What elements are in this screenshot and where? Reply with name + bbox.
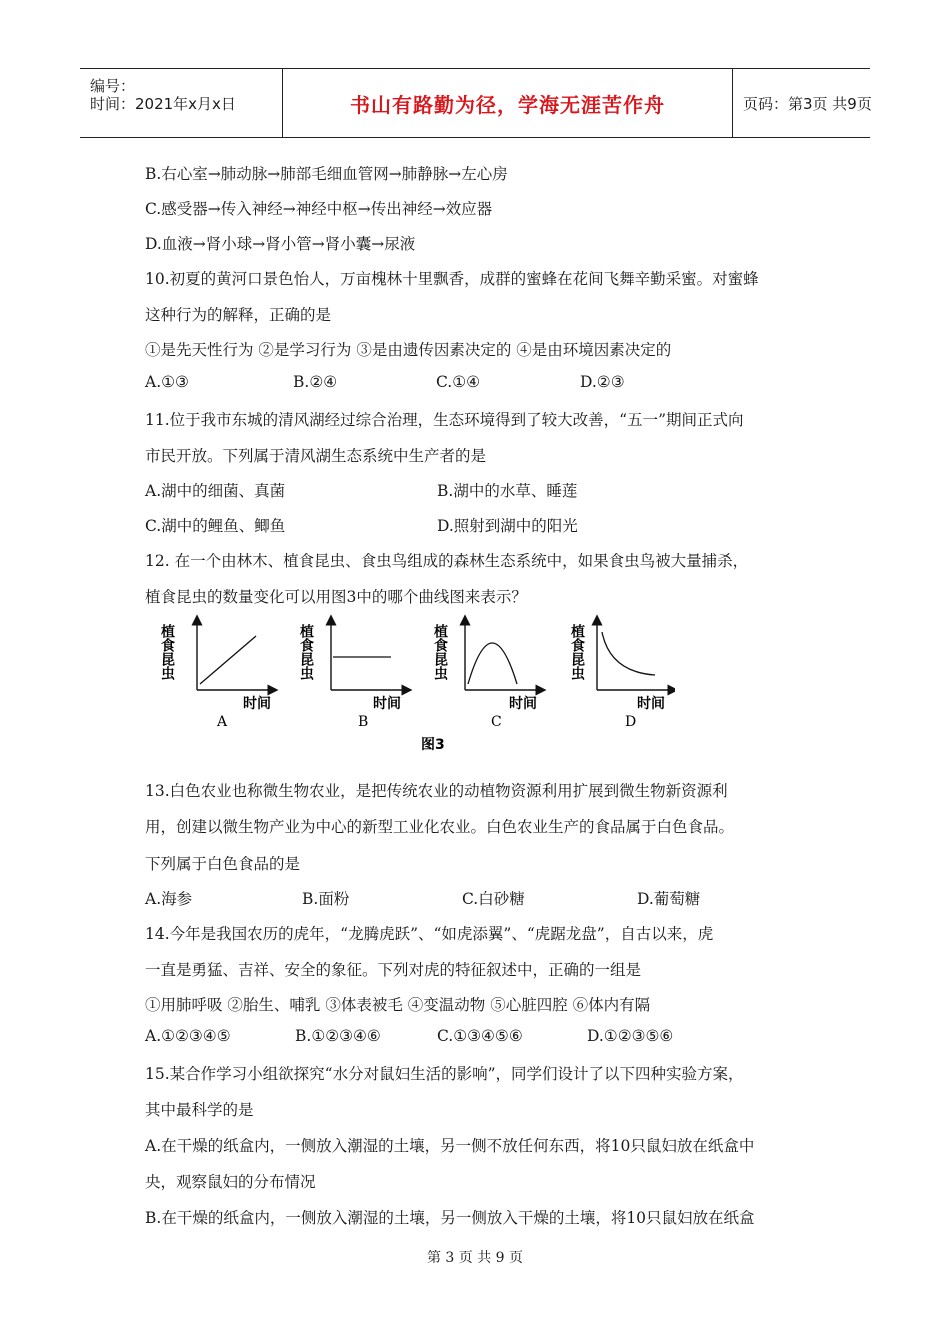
q13-option-c: C.白砂糖: [462, 890, 525, 908]
y-axis-label: 植食昆虫: [569, 624, 585, 680]
number-label: 编号：: [90, 77, 136, 95]
q11-option-d: D.照射到湖中的阳光: [437, 517, 578, 535]
header-meta: [80, 69, 283, 137]
panel-d: [569, 620, 673, 730]
question-12-stem: 12. 在一个由林木、植食昆虫、食虫鸟组成的森林生态系统中，如果食虫鸟被大量捕杀，: [145, 552, 749, 570]
panel-label-a: A: [217, 714, 228, 730]
y-axis-label: 植食昆虫: [159, 624, 175, 680]
question-13-stem: 13.白色农业也称微生物农业，是把传统农业的动植物资源利用扩展到微生物新资源利: [145, 782, 728, 800]
q14-option-d: D.①②③⑤⑥: [587, 1027, 674, 1045]
x-axis-label: 时间: [373, 696, 401, 712]
panel-label-c: C: [491, 714, 502, 730]
question-10-statements: ①是先天性行为 ②是学习行为 ③是由遗传因素决定的 ④是由环境因素决定的: [145, 341, 672, 359]
x-axis-label: 时间: [243, 696, 271, 712]
question-12-stem: 植食昆虫的数量变化可以用图3中的哪个曲线图来表示？: [145, 588, 527, 606]
q13-option-b: B.面粉: [302, 890, 350, 908]
q10-option-d: D.②③: [580, 373, 625, 391]
question-line: B.右心室→肺动脉→肺部毛细血管网→肺静脉→左心房: [145, 165, 508, 183]
panel-label-d: D: [625, 714, 637, 730]
x-axis-label: 时间: [509, 696, 537, 712]
q10-option-a: A.①③: [145, 373, 189, 391]
question-15-stem: 15.某合作学习小组欲探究“水分对鼠妇生活的影响”，同学们设计了以下四种实验方案，: [145, 1065, 744, 1083]
question-line: D.血液→肾小球→肾小管→肾小囊→尿液: [145, 235, 416, 253]
figure-caption: 图3: [421, 737, 445, 753]
q11-option-b: B.湖中的水草、睡莲: [437, 482, 578, 500]
question-11-stem: 11.位于我市东城的清风湖经过综合治理，生态环境得到了较大改善，“五一”期间正式向: [145, 411, 744, 429]
question-10-stem: 10.初夏的黄河口景色怡人，万亩槐林十里飘香，成群的蜜蜂在花间飞舞辛勤采蜜。对蜜蜂: [145, 270, 759, 288]
y-axis-label: 植食昆虫: [298, 624, 314, 680]
question-line: C.感受器→传入神经→神经中枢→传出神经→效应器: [145, 200, 493, 218]
q14-option-a: A.①②③④⑤: [145, 1027, 231, 1045]
q11-option-c: C.湖中的鲤鱼、鲫鱼: [145, 517, 286, 535]
motto: 书山有路勤为径，学海无涯苦作舟: [283, 69, 733, 137]
question-11-stem: 市民开放。下列属于清风湖生态系统中生产者的是: [145, 447, 487, 465]
question-10-stem: 这种行为的解释，正确的是: [145, 306, 332, 324]
question-13-stem: 下列属于白色食品的是: [145, 855, 301, 873]
page-info: 页码：第3页 共9页: [743, 94, 872, 113]
q15-option-a: 央，观察鼠妇的分布情况: [145, 1173, 316, 1191]
page-header: [80, 68, 870, 138]
panel-c: [432, 620, 541, 730]
x-axis-label: 时间: [637, 696, 665, 712]
page-footer: 第 3 页 共 9 页: [426, 1250, 524, 1266]
date-label: 时间：2021年x月x日: [90, 95, 236, 113]
q15-option-a: A.在干燥的纸盒内，一侧放入潮湿的土壤，另一侧不放任何东西，将10只鼠妇放在纸盒中: [145, 1137, 755, 1155]
q10-option-b: B.②④: [293, 373, 338, 391]
q14-option-b: B.①②③④⑥: [295, 1027, 381, 1045]
question-15-stem: 其中最科学的是: [145, 1101, 254, 1119]
panel-label-b: B: [358, 714, 369, 730]
q13-option-d: D.葡萄糖: [637, 890, 701, 908]
question-13-stem: 用，创建以微生物产业为中心的新型工业化农业。白色农业生产的食品属于白色食品。: [145, 818, 735, 836]
question-14-stem: 一直是勇猛、吉祥、安全的象征。下列对虎的特征叙述中，正确的一组是: [145, 961, 642, 979]
y-axis-label: 植食昆虫: [432, 624, 448, 680]
q14-option-c: C.①③④⑤⑥: [437, 1027, 523, 1045]
q15-option-b: B.在干燥的纸盒内，一侧放入潮湿的土壤，另一侧放入干燥的土壤，将10只鼠妇放在纸盒: [145, 1209, 755, 1227]
q11-option-a: A.湖中的细菌、真菌: [145, 482, 286, 500]
question-14-stem: 14.今年是我国农历的虎年，“龙腾虎跃”、“如虎添翼”、“虎踞龙盘”，自古以来，虎: [145, 925, 714, 943]
curve-increasing: [200, 636, 256, 684]
q10-option-c: C.①④: [436, 373, 481, 391]
question-14-statements: ①用肺呼吸 ②胎生、哺乳 ③体表被毛 ④变温动物 ⑤心脏四腔 ⑥体内有隔: [145, 996, 651, 1014]
q13-option-a: A.海参: [145, 890, 193, 908]
panel-a: [159, 620, 273, 730]
curve-decay: [602, 632, 655, 675]
curve-rise-fall: [468, 643, 517, 684]
figure-3: [155, 612, 675, 762]
panel-b: [298, 620, 407, 730]
